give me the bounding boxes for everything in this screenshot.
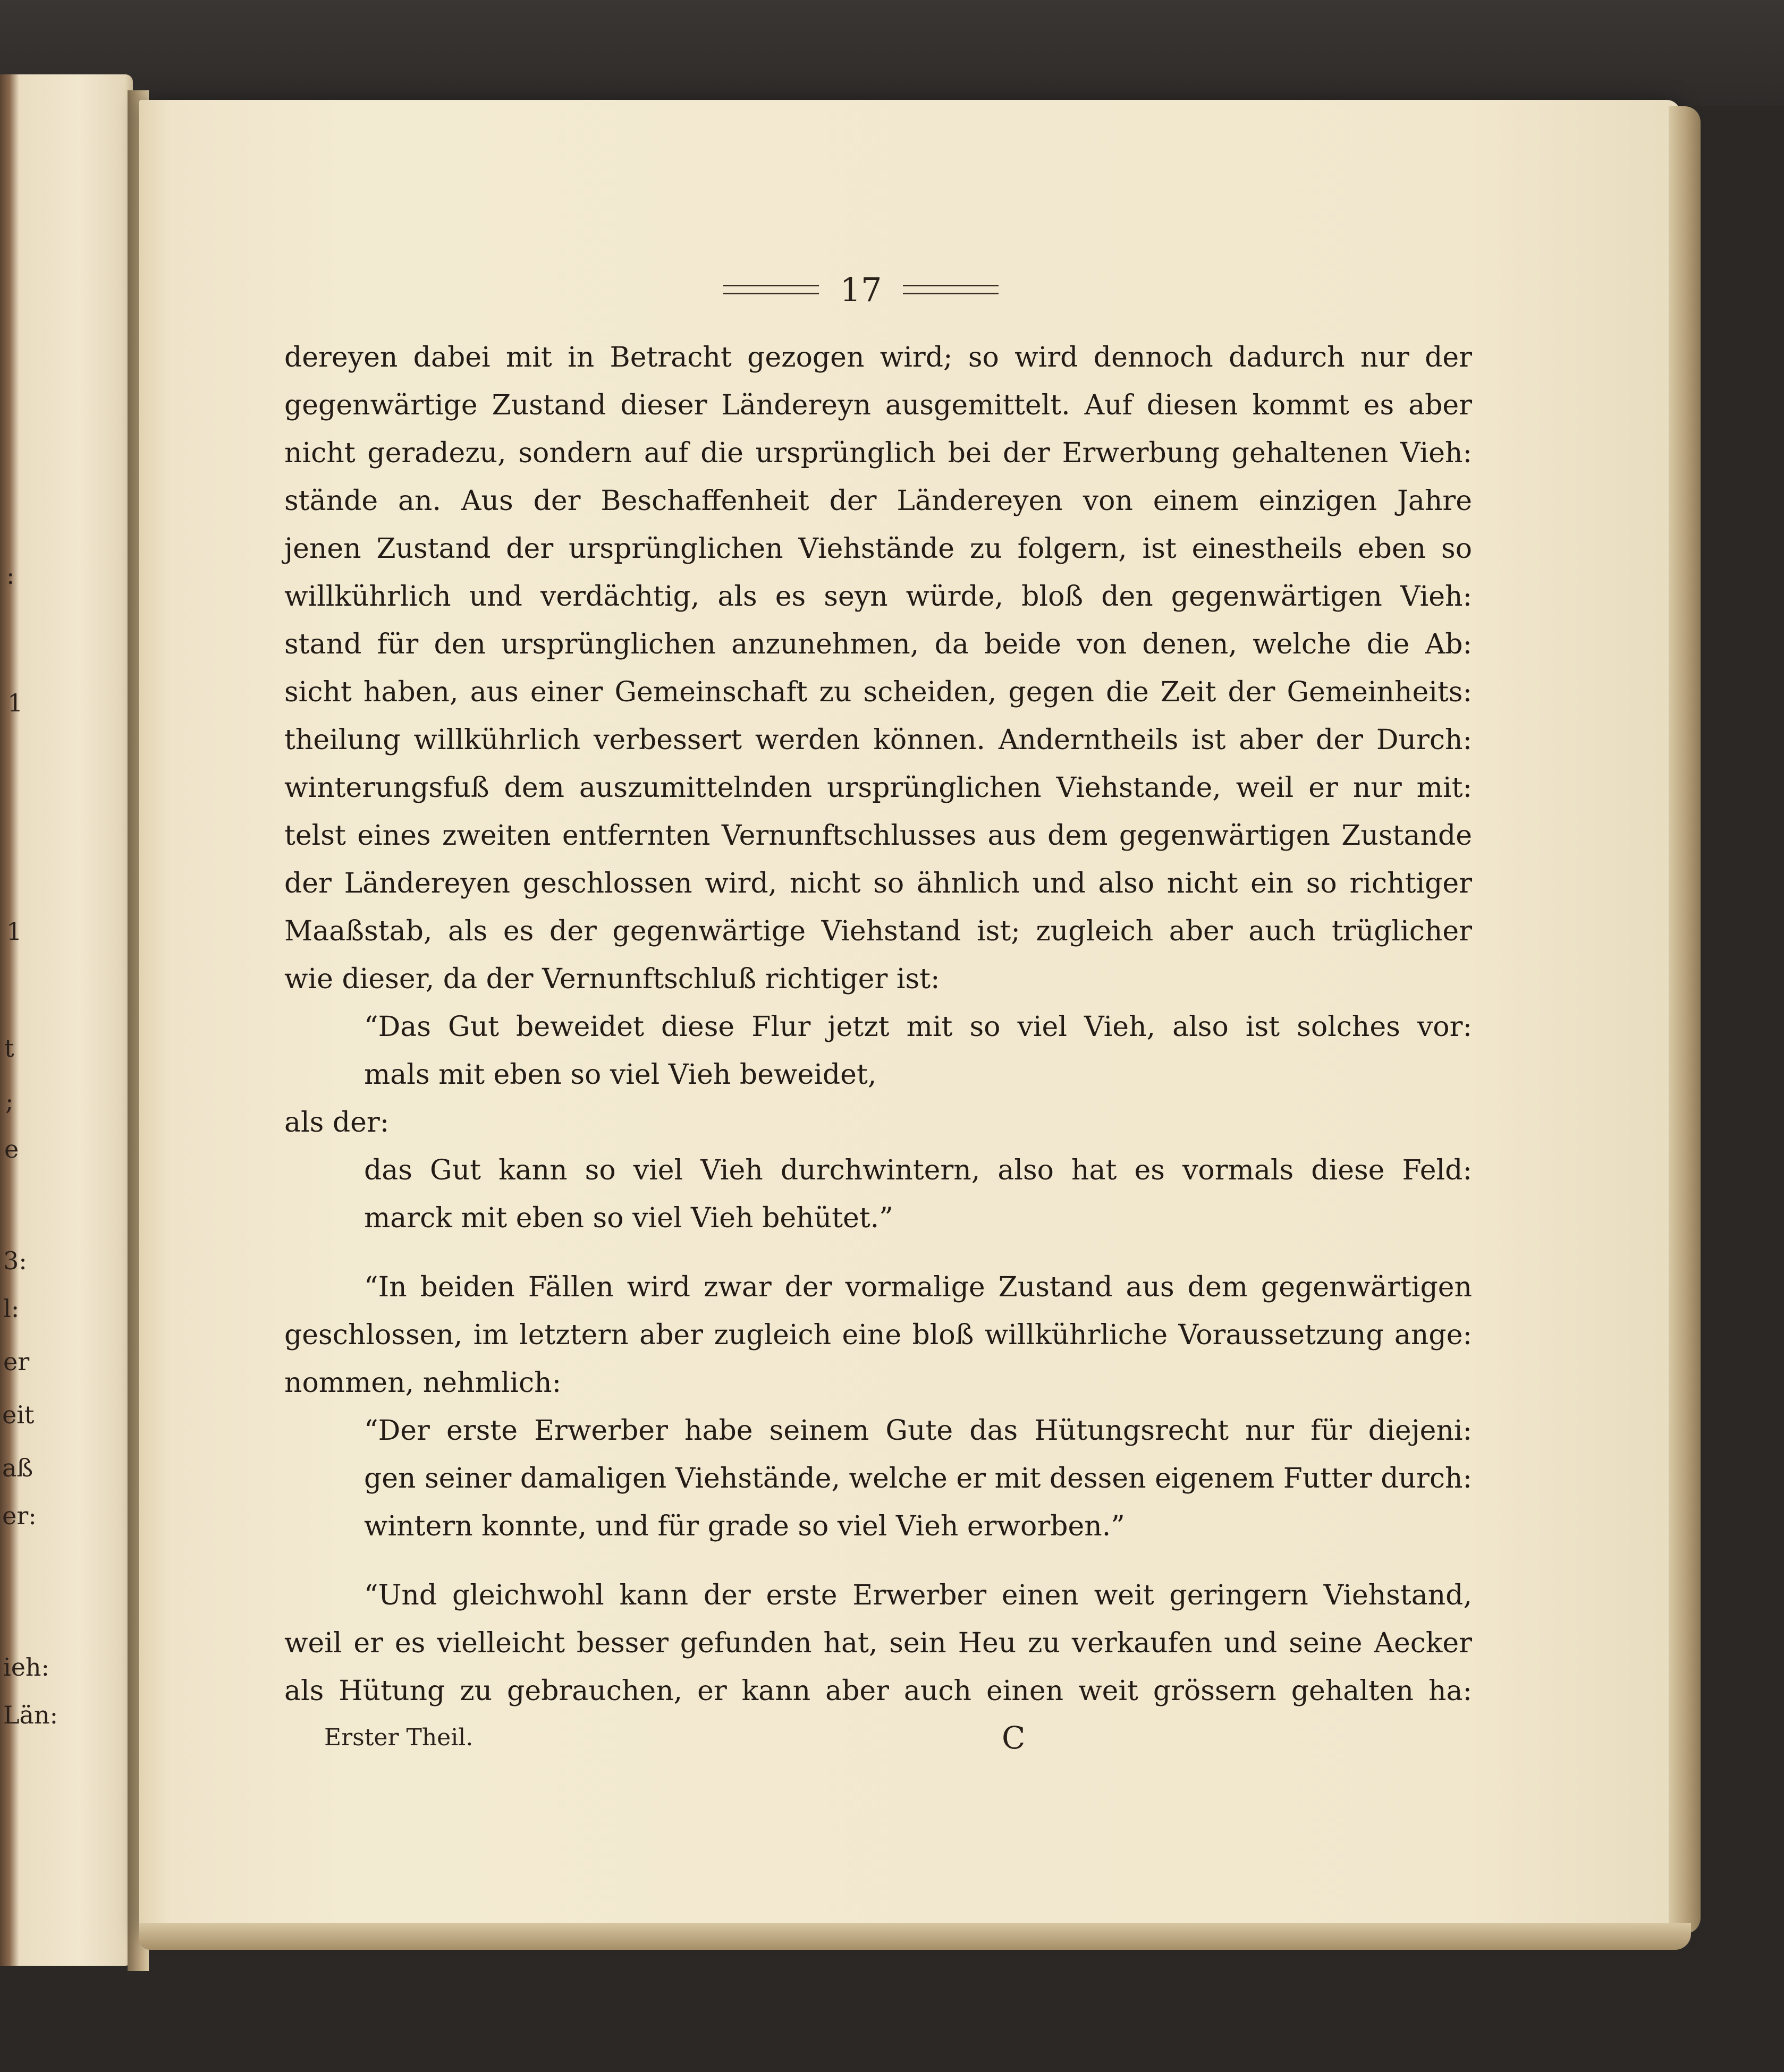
header-rule-right [903, 285, 999, 294]
text-line: stände an. Aus der Beschaffenheit der Ländereyen von einem einzigen Jahre [284, 485, 1472, 517]
quote-line: “Das Gut beweidet diese Flur jetzt mit so viel Vieh, also ist solches vor: [364, 1011, 1472, 1043]
left-margin-fragment: : [6, 561, 15, 590]
text-line: Maaßstab, als es der gegenwärtige Viehstand ist; zugleich aber auch trüglicher [284, 915, 1472, 947]
text-line: “Und gleichwohl kann der erste Erwerber einen weit geringern Viehstand, [364, 1580, 1472, 1611]
text-line: jenen Zustand der ursprünglichen Viehstände zu folgern, ist einestheils eben so [284, 533, 1472, 565]
text-line: winterungsfuß dem auszumittelnden ursprünglichen Viehstande, weil er nur mit: [284, 772, 1472, 804]
backdrop [0, 0, 1784, 106]
quote-line: gen seiner damaligen Viehstände, welche er mit dessen eigenem Futter durch: [364, 1463, 1472, 1494]
footer-signature-mark: C [1002, 1720, 1026, 1756]
header-rule-left [723, 285, 819, 294]
page-number: 17 [840, 270, 882, 309]
left-margin-fragment: aß [2, 1454, 33, 1482]
page-footer [324, 1720, 1121, 1767]
text-line: der Ländereyen geschlossen wird, nicht so ähnlich und also nicht ein so richtiger [284, 868, 1472, 899]
left-margin-fragment: ieh: [3, 1653, 50, 1682]
left-page [0, 74, 133, 1966]
text-line: als Hütung zu gebrauchen, er kann aber auch einen weit grössern gehalten ha: [284, 1675, 1472, 1707]
text-line: telst eines zweiten entfernten Vernunftschlusses aus dem gegenwärtigen Zustande [284, 820, 1472, 852]
quote-line: wintern konnte, und für grade so viel Vieh erworben.” [364, 1510, 1125, 1542]
text-line: stand für den ursprünglichen anzunehmen, da beide von denen, welche die Ab: [284, 629, 1472, 660]
left-margin-fragment: eit [2, 1400, 35, 1429]
left-margin-fragment: t [4, 1034, 14, 1063]
text-line: nommen, nehmlich: [284, 1367, 562, 1399]
page-edge-bottom [139, 1923, 1691, 1950]
footer-signature: Erster Theil. [324, 1724, 474, 1751]
text-line: wie dieser, da der Vernunftschluß richtiger ist: [284, 963, 940, 995]
left-margin-fragment: er [3, 1347, 30, 1376]
text-line: geschlossen, im letztern aber zugleich eine bloß willkührliche Voraussetzung ange: [284, 1319, 1472, 1351]
text-line: weil er es vielleicht besser gefunden hat, sein Heu zu verkaufen und seine Aecker [284, 1627, 1472, 1659]
text-line: gegenwärtige Zustand dieser Ländereyn ausgemittelt. Auf diesen kommt es aber [284, 389, 1472, 421]
text-line: “In beiden Fällen wird zwar der vormalige Zustand aus dem gegenwärtigen [364, 1271, 1472, 1303]
text-line: theilung willkührlich verbessert werden können. Anderntheils ist aber der Durch: [284, 724, 1472, 756]
body-text [284, 334, 1472, 1715]
left-margin-fragment: ; [5, 1087, 14, 1116]
left-margin-fragment: l: [3, 1294, 20, 1323]
left-margin-fragment: 3: [3, 1246, 27, 1275]
left-margin-fragment: 1 [6, 917, 22, 946]
text-line: als der: [284, 1107, 390, 1139]
quote-line: “Der erste Erwerber habe seinem Gute das Hütungsrecht nur für diejeni: [364, 1415, 1472, 1447]
page-edge-right [1669, 106, 1701, 1934]
text-line: nicht geradezu, sondern auf die ursprünglich bei der Erwerbung gehaltenen Vieh: [284, 437, 1472, 469]
text-line: sicht haben, aus einer Gemeinschaft zu scheiden, gegen die Zeit der Gemeinheits: [284, 676, 1472, 708]
left-margin-fragment: e [4, 1135, 19, 1164]
left-margin-fragment: er: [2, 1501, 37, 1530]
quote-line: marck mit eben so viel Vieh behütet.” [364, 1202, 893, 1234]
left-margin-fragment: Län: [3, 1701, 58, 1729]
text-line: dereyen dabei mit in Betracht gezogen wird; so wird dennoch dadurch nur der [284, 342, 1472, 373]
left-margin-fragment: 1 [7, 689, 23, 717]
quote-line: mals mit eben so viel Vieh beweidet, [364, 1059, 877, 1091]
quote-line: das Gut kann so viel Vieh durchwintern, also hat es vormals diese Feld: [364, 1154, 1472, 1186]
page-header [691, 268, 1031, 311]
text-line: willkührlich und verdächtig, als es seyn würde, bloß den gegenwärtigen Vieh: [284, 581, 1472, 613]
